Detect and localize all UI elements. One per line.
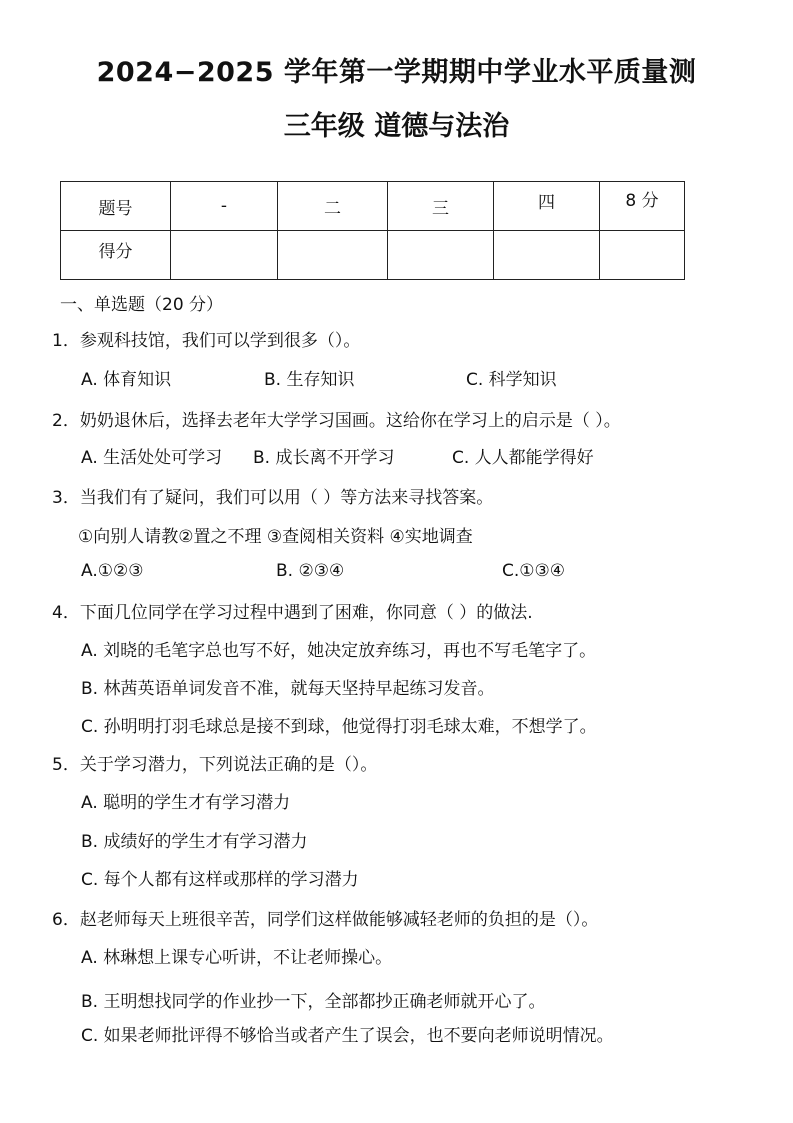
option-5b[interactable]: B. 成绩好的学生才有学习潜力: [81, 832, 308, 852]
question-3-choices: ①向别人请教②置之不理 ③查阅相关资料 ④实地调查: [78, 527, 473, 547]
question-6: [52, 905, 598, 930]
score-input-cell[interactable]: [600, 231, 685, 280]
question-number: 2．: [52, 411, 80, 431]
question-number: 5．: [52, 755, 80, 775]
option-1a[interactable]: A. 体育知识: [81, 370, 172, 390]
exam-title: 2024−2025 学年第一学期期中学业水平质量测: [96, 57, 697, 88]
question-text: 关于学习潜力，下列说法正确的是（）。: [79, 755, 378, 775]
question-text: 下面几位同学在学习过程中遇到了困难，你同意（ ）的做法.: [79, 603, 533, 623]
score-table-cell: 四: [494, 182, 600, 231]
option-2b[interactable]: B. 成长离不开学习: [253, 448, 395, 468]
score-table-score-row: [61, 231, 685, 280]
option-1b[interactable]: B. 生存知识: [264, 370, 355, 390]
option-6a[interactable]: A. 林琳想上课专心听讲，不让老师操心。: [81, 948, 393, 968]
question-5: [52, 750, 377, 775]
score-table-cell: 题号: [61, 182, 171, 231]
question-text: 奶奶退休后，选择去老年大学学习国画。这给你在学习上的启示是（ ）。: [79, 411, 621, 431]
question-3: [52, 483, 493, 508]
option-5a[interactable]: A. 聪明的学生才有学习潜力: [81, 793, 291, 813]
section-heading: 一、单选题（20 分）: [60, 295, 224, 315]
question-1: [52, 326, 360, 351]
option-4c[interactable]: C. 孙明明打羽毛球总是接不到球，他觉得打羽毛球太难，不想学了。: [81, 717, 597, 737]
question-text: 当我们有了疑问，我们可以用（ ）等方法来寻找答案。: [79, 488, 494, 508]
score-input-cell[interactable]: [388, 231, 494, 280]
option-4b[interactable]: B. 林茜英语单词发音不准，就每天坚持早起练习发音。: [81, 679, 495, 699]
score-input-cell[interactable]: [494, 231, 600, 280]
option-2a[interactable]: A. 生活处处可学习: [81, 448, 223, 468]
option-6c[interactable]: C. 如果老师批评得不够恰当或者产生了误会，也不要向老师说明情况。: [81, 1026, 614, 1046]
exam-subtitle: 三年级 道德与法治: [283, 111, 510, 142]
score-input-cell[interactable]: [278, 231, 388, 280]
score-row-label: 得分: [61, 231, 171, 280]
option-4a[interactable]: A. 刘晓的毛笔字总也写不好，她决定放弃练习，再也不写毛笔字了。: [81, 641, 597, 661]
score-table-cell: 二: [278, 182, 388, 231]
option-1c[interactable]: C. 科学知识: [466, 370, 557, 390]
option-3b[interactable]: B. ②③④: [276, 561, 345, 581]
question-number: 3．: [52, 488, 80, 508]
option-2c[interactable]: C. 人人都能学得好: [452, 448, 594, 468]
question-text: 赵老师每天上班很辛苦，同学们这样做能够减轻老师的负担的是（）。: [79, 910, 599, 930]
score-input-cell[interactable]: [171, 231, 278, 280]
question-text: 参观科技馆，我们可以学到很多（）。: [79, 331, 361, 351]
option-3a[interactable]: A.①②③: [81, 561, 144, 581]
question-number: 4．: [52, 603, 80, 623]
option-6b[interactable]: B. 王明想找同学的作业抄一下，全部都抄正确老师就开心了。: [81, 992, 546, 1012]
question-2: [52, 406, 621, 431]
score-table-header-row: [61, 182, 685, 231]
option-5c[interactable]: C. 每个人都有这样或那样的学习潜力: [81, 870, 359, 890]
question-number: 6．: [52, 910, 80, 930]
score-table-cell: 8 分: [600, 182, 685, 231]
score-table-cell: 三: [388, 182, 494, 231]
question-4: [52, 598, 533, 623]
option-3c[interactable]: C.①③④: [502, 561, 565, 581]
score-table-cell: -: [171, 182, 278, 231]
question-number: 1．: [52, 331, 80, 351]
score-table: [60, 181, 685, 280]
